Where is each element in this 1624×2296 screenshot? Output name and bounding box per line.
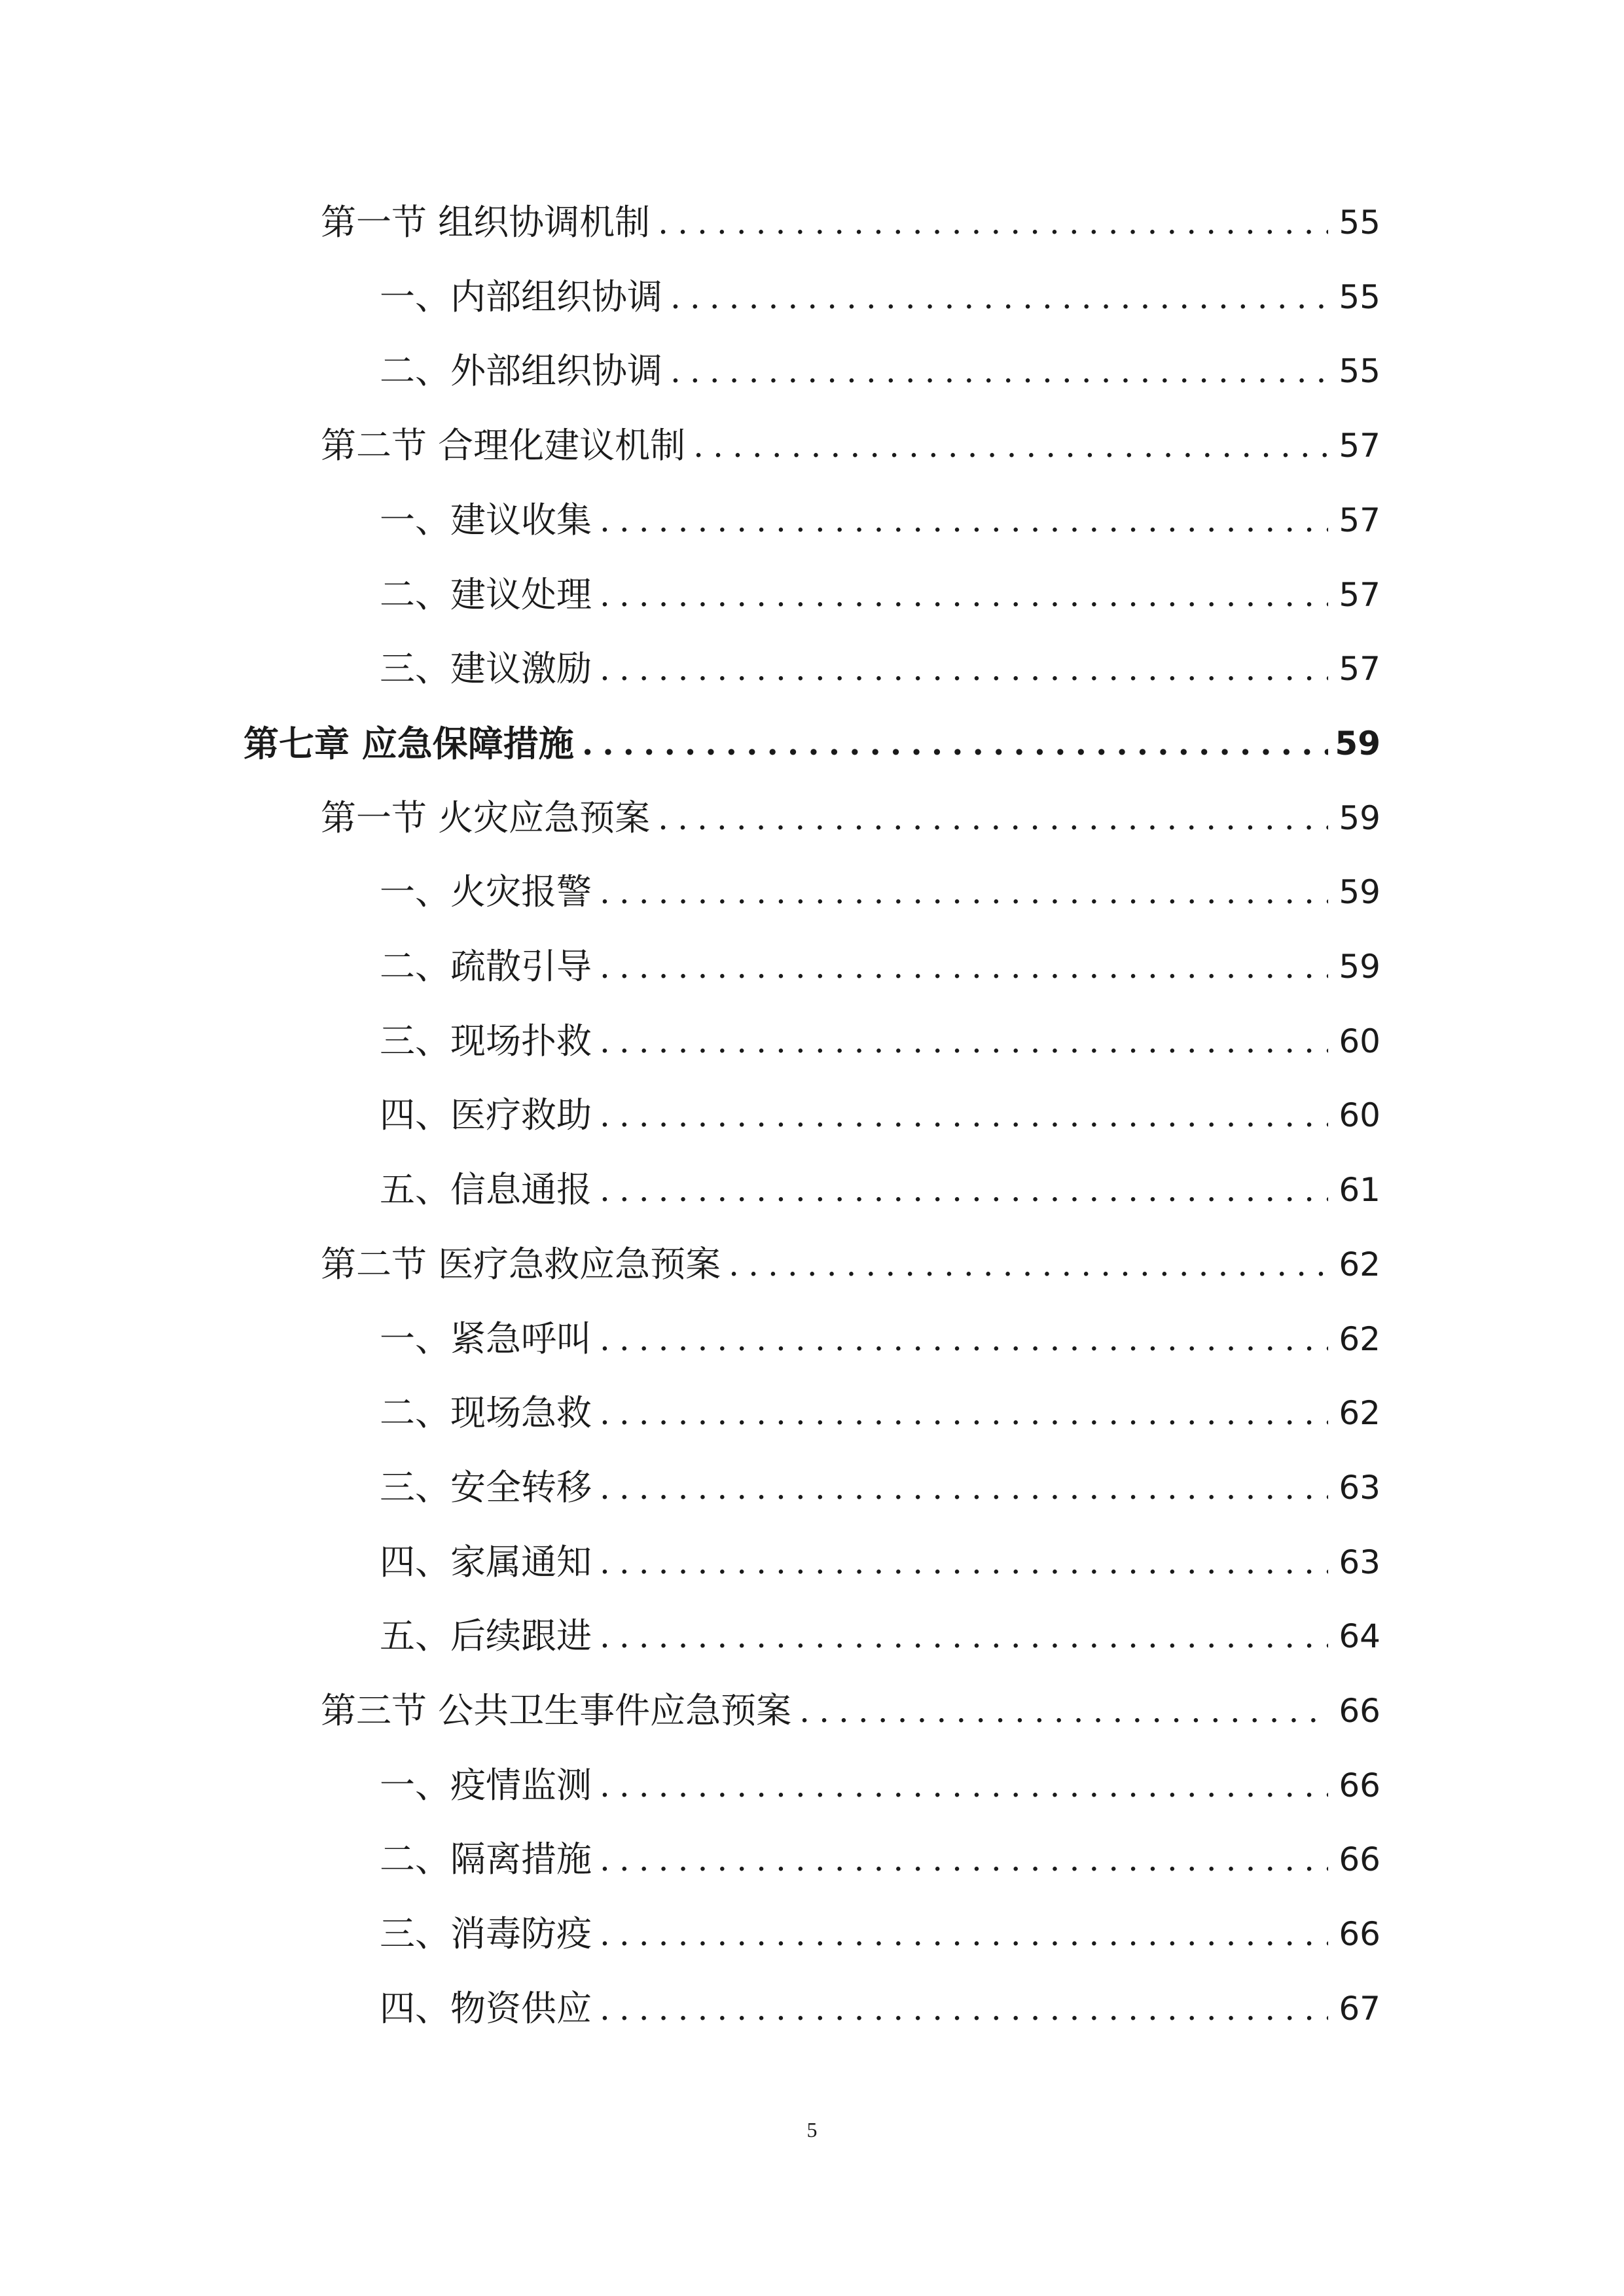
toc-entry[interactable]	[380, 1086, 1380, 1145]
toc-dot-leader	[600, 1458, 1328, 1517]
toc-entry-label: 第二节 医疗急救应急预案	[321, 1244, 721, 1285]
toc-entry-page: 62	[1339, 1246, 1380, 1283]
toc-entry[interactable]	[380, 1458, 1380, 1517]
toc-dot-leader	[600, 1830, 1328, 1889]
toc-entry-page: 59	[1339, 873, 1380, 911]
toc-dot-leader	[600, 491, 1328, 550]
toc-dot-leader	[600, 1905, 1328, 1964]
toc-entry[interactable]	[380, 565, 1380, 624]
toc-entry[interactable]	[380, 639, 1380, 698]
toc-dot-leader	[600, 937, 1328, 996]
toc-dot-leader	[658, 789, 1328, 848]
toc-entry-page: 61	[1339, 1171, 1380, 1209]
toc-dot-leader	[582, 714, 1328, 773]
toc-entry-label: 三、安全转移	[380, 1467, 592, 1508]
toc-dot-leader	[600, 1160, 1328, 1219]
toc-dot-leader	[670, 342, 1328, 401]
toc-entry-label: 二、现场急救	[380, 1392, 592, 1433]
toc-entry-page: 57	[1339, 501, 1380, 539]
toc-entry[interactable]	[380, 342, 1380, 401]
toc-entry-page: 64	[1339, 1617, 1380, 1655]
toc-entry[interactable]	[380, 268, 1380, 327]
toc-entry-page: 60	[1339, 1022, 1380, 1060]
toc-entry-label: 一、内部组织协调	[380, 276, 662, 317]
toc-entry-label: 三、建议激励	[380, 648, 592, 689]
toc-entry[interactable]	[380, 1979, 1380, 2038]
toc-dot-leader	[600, 1979, 1328, 2038]
toc-entry-page: 59	[1339, 948, 1380, 986]
toc-entry-page: 55	[1339, 352, 1380, 390]
toc-entry[interactable]	[380, 1012, 1380, 1071]
toc-dot-leader	[600, 1310, 1328, 1369]
toc-entry-page: 62	[1339, 1320, 1380, 1358]
toc-entry-page: 57	[1339, 650, 1380, 688]
toc-entry-page: 55	[1339, 204, 1380, 242]
toc-entry-page: 59	[1339, 799, 1380, 837]
toc-dot-leader	[670, 268, 1328, 327]
toc-entry-page: 66	[1339, 1767, 1380, 1804]
toc-entry-label: 三、现场扑救	[380, 1020, 592, 1062]
toc-entry-label: 二、建议处理	[380, 574, 592, 615]
toc-entry[interactable]	[380, 491, 1380, 550]
toc-entry[interactable]	[321, 416, 1380, 475]
toc-entry-page: 57	[1339, 427, 1380, 465]
toc-entry-label: 一、疫情监测	[380, 1765, 592, 1806]
toc-entry[interactable]	[380, 1905, 1380, 1964]
toc-entry-label: 二、疏散引导	[380, 946, 592, 987]
toc-dot-leader	[600, 565, 1328, 624]
toc-entry[interactable]	[380, 1533, 1380, 1592]
toc-dot-leader	[600, 1012, 1328, 1071]
toc-entry-page: 60	[1339, 1096, 1380, 1134]
toc-dot-leader	[600, 1756, 1328, 1815]
toc-entry-label: 三、消毒防疫	[380, 1913, 592, 1954]
toc-entry[interactable]	[321, 789, 1380, 848]
toc-entry[interactable]	[321, 193, 1380, 252]
toc-entry-label: 二、外部组织协调	[380, 350, 662, 391]
toc-entry-label: 第三节 公共卫生事件应急预案	[321, 1690, 792, 1731]
toc-entry[interactable]	[380, 937, 1380, 996]
toc-entry-label: 一、建议收集	[380, 499, 592, 541]
toc-entry-label: 第一节 火灾应急预案	[321, 797, 651, 838]
toc-entry-page: 59	[1335, 725, 1380, 762]
toc-entry-label: 一、紧急呼叫	[380, 1318, 592, 1359]
toc-entry-label: 四、家属通知	[380, 1541, 592, 1583]
toc-dot-leader	[658, 193, 1328, 252]
toc-entry-page: 66	[1339, 1840, 1380, 1878]
toc-entry-label: 一、火灾报警	[380, 871, 592, 912]
toc-entry-page: 66	[1339, 1915, 1380, 1953]
toc-entry[interactable]	[380, 1310, 1380, 1369]
toc-entry-label: 五、后续跟进	[380, 1615, 592, 1657]
toc-dot-leader	[600, 1086, 1328, 1145]
toc-entry-page: 57	[1339, 576, 1380, 614]
toc-entry[interactable]	[380, 1384, 1380, 1443]
toc-entry-label: 二、隔离措施	[380, 1839, 592, 1880]
toc-entry-label: 四、物资供应	[380, 1988, 592, 2029]
toc-entry[interactable]	[321, 1235, 1380, 1294]
toc-entry-page: 63	[1339, 1469, 1380, 1507]
toc-dot-leader	[693, 416, 1328, 475]
toc-entry-page: 55	[1339, 278, 1380, 316]
toc-entry[interactable]	[380, 1160, 1380, 1219]
toc-entry-label: 第一节 组织协调机制	[321, 202, 651, 243]
toc-dot-leader	[600, 1384, 1328, 1443]
toc-entry-label: 第七章 应急保障措施	[244, 723, 574, 764]
toc-entry-page: 66	[1339, 1692, 1380, 1730]
toc-entry[interactable]	[380, 1756, 1380, 1815]
toc-entry-page: 62	[1339, 1394, 1380, 1432]
toc-dot-leader	[729, 1235, 1328, 1294]
page-number: 5	[806, 2118, 818, 2142]
toc-dot-leader	[799, 1681, 1328, 1740]
toc-dot-leader	[600, 1533, 1328, 1592]
toc-entry[interactable]	[244, 714, 1380, 773]
toc-dot-leader	[600, 863, 1328, 922]
toc-entry-label: 五、信息通报	[380, 1169, 592, 1210]
toc-entry-label: 第二节 合理化建议机制	[321, 425, 686, 466]
toc-dot-leader	[600, 639, 1328, 698]
toc-entry[interactable]	[380, 863, 1380, 922]
toc-entry[interactable]	[380, 1607, 1380, 1666]
toc-entry[interactable]	[380, 1830, 1380, 1889]
toc-entry-label: 四、医疗救助	[380, 1094, 592, 1136]
toc-entry-page: 63	[1339, 1543, 1380, 1581]
toc-entry[interactable]	[321, 1681, 1380, 1740]
toc-entry-page: 67	[1339, 1990, 1380, 2028]
toc-dot-leader	[600, 1607, 1328, 1666]
